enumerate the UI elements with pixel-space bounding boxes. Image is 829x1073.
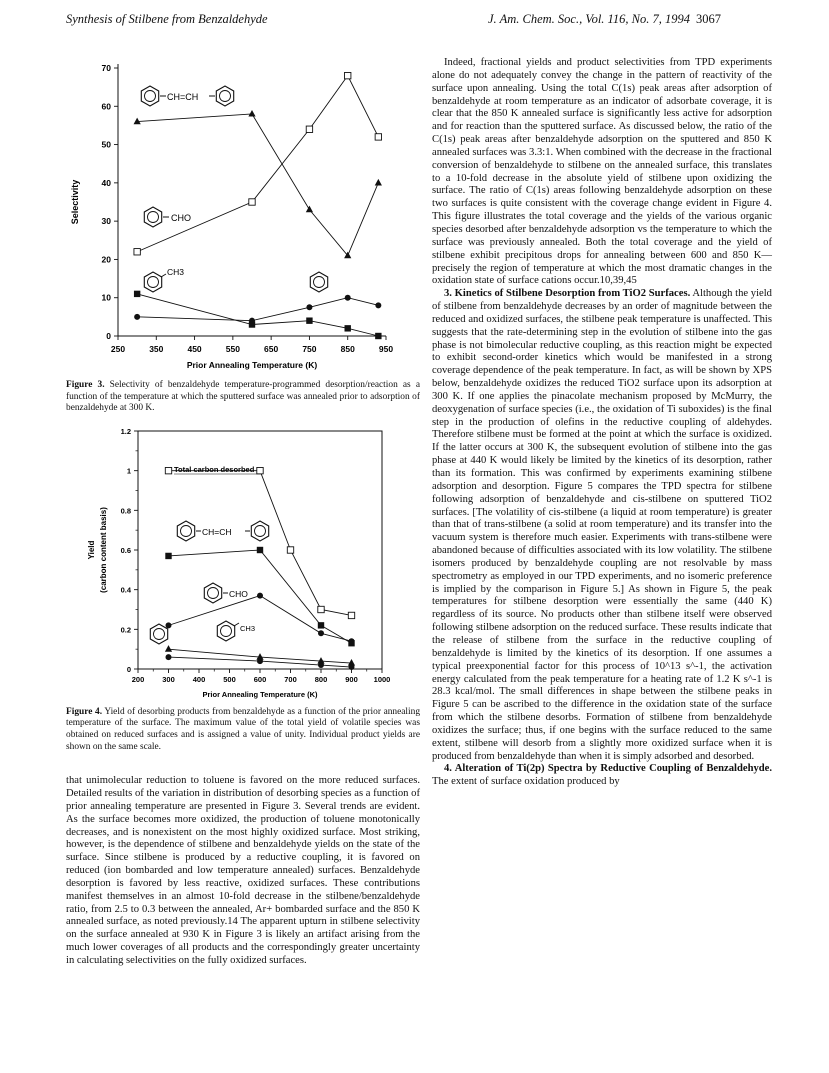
annotation-toluene: CH3 (167, 267, 185, 277)
data-point-minor (318, 662, 324, 668)
y-tick-label: 10 (101, 292, 111, 303)
section-3-text: Although the yield of stilbene from benzaldehyde decreases by an order of magnitude between the reduced and oxidized surfaces, the stilbene peak temperature is unaffected. This suggests that the rate-determining step in the evolution of stilbene into the gas phase is not bimolecular reductive coupling, as this reaction might be expected to exhibit second-order kinetics which would be manifested in a strong coverage dependence of the peak temperature. In fact, as will be shown by XPS below, benzaldehyde oxidizes the reduced TiO2 surface upon its adsorption at 300 K. If one applies the pinacolate mechanism proposed by McMurry, the deoxygenation of surface species (i.e., the oxidation of Ti suboxides) is the final step in the production of olefins in the reductive coupling of aldehydes. Therefore stilbene must be formed at the point at which the surface is oxidized. If the latter occurs at 300 K, the subsequent evolution of stilbene into the gas phase at 440 K would likely be limited by the kinetics of its desorption, rather than its formation. This was confirmed by experiments examining stilbene adsorption and desorption. Figure 5 compares the TPD spectra for stilbene following adsorption of benzaldehyde and cis-stilbene on sputtered TiO2 surfaces. [The volatility of cis-stilbene (a liquid at room temperature) is greater than that of trans-stilbene (a solid at room temperature) and its transfer into the vacuum system is therefore much easier. Experiments with trans-stilbene were abandoned because of difficulties associated with its low volatility. The stilbene isomers produced by benzaldehyde coupling are not resolvable by mass spectrometry as employed in our TPD experiments, and no isomeric preference is implied by the comparison in Figure 5.] As shown in Figure 5, the peak temperatures for stilbene desorption were essentially the same (440 K) regardless of its source. No products other than stilbene itself were observed following stilbene adsorption on the reduced surface. These results indicate that the release of stilbene from the surface in the reductive coupling of benzaldehyde is limited by the kinetics of its desorption. If one assumes a typical preexponential factor for this process of 10^13 s^-1, the activation energy calculated from the peak temperature for a heating rate of 1.2 K s^-1 is 28.3 kcal/mol. The small differences in shape between the stilbene peaks in Figure 5 can be ascribed to the difference in the oxidation state of the surface from which the stilbene desorbs. Formation of stilbene from benzaldehyde oxidizes the surface; thus, if one begins with the surface reduced to the same extent, stilbene will desorb from a slightly more oxidized surface when it is produced from benzaldehyde than when it is simply adsorbed and desorbed. (432, 288, 772, 762)
benzene-ring-icon-ring (221, 625, 232, 636)
section-4-text: The extent of surface oxidation produced by (432, 776, 620, 788)
y-axis-label-line2: (carbon content basis) (99, 506, 108, 593)
x-tick-label: 300 (162, 674, 175, 684)
x-tick-label: 200 (131, 674, 145, 684)
benzene-ring-icon (251, 521, 268, 541)
x-tick-label: 500 (223, 674, 236, 684)
x-tick-label: 800 (314, 674, 328, 684)
data-point-toluene-b (345, 295, 351, 301)
bond-line (161, 274, 166, 277)
figure-4-caption-label: Figure 4. (66, 706, 103, 717)
data-point-0 (287, 547, 293, 553)
data-point-benzaldehyde (318, 630, 324, 636)
x-tick-label: 350 (149, 344, 164, 354)
benzene-ring-icon-ring (148, 277, 159, 288)
y-tick-label: 0 (106, 331, 111, 341)
data-point-toluene-a (134, 291, 140, 297)
annotation-stilbene: CH=CH (167, 92, 199, 102)
data-point-benzaldehyde (375, 134, 381, 140)
y-axis-label: Selectivity (70, 179, 80, 225)
data-point-minor (166, 654, 172, 660)
data-point-0 (318, 606, 324, 612)
data-point-stilbene (248, 110, 255, 117)
y-axis-label-line1: Yield (87, 540, 96, 560)
data-point-toluene-b (375, 302, 381, 308)
series-line-toluene-a (137, 294, 378, 336)
left-paragraph: that unimolecular reduction to toluene is favored on the more reduced surfaces. Detailed results of the variation in distribution of desorbing species as a function of prior annealing temperature are presented in Figure 3. Several trends are evident. As the surface becomes more oxidized, the production of toluene monotonically decreases, and is nonexistent on the most highly oxidized surface. Most striking, however, is the dependence of stilbene and benzaldehyde yields on the state of the surface. Since stilbene is produced by a reductive coupling, it is favored on reduced (ion bombarded and low temperature annealed) surfaces. Benzaldehyde desorption is favored by less reactive, oxidized surfaces. These contributions manifest themselves in an almost 10-fold decrease in the stilbene/benzaldehyde ratio, from 2.5 to 0.3 between the annealed, Ar+ bombarded surface and the 850 K annealed surface, as noted previously.14 The apparent upturn in stilbene selectivity on the surface annealed at 930 K in Figure 3 is likely an artifact arising from the much lower coverages of all products and the correspondingly greater uncertainty in calculating selectivities on the fully oxidized surfaces. (66, 775, 420, 966)
data-point-benzaldehyde (134, 249, 140, 255)
benzene-ring-icon (150, 624, 167, 644)
benzene-ring-icon (204, 583, 221, 603)
y-tick-label: 0.6 (120, 545, 131, 555)
data-point-benzaldehyde (257, 592, 263, 598)
benzene-ring-icon (144, 272, 161, 292)
bond-line (234, 623, 239, 626)
figure-3-caption-label: Figure 3. (66, 380, 105, 390)
series-line-benzaldehyde (169, 595, 352, 641)
x-tick-label: 250 (110, 344, 126, 354)
x-tick-label: 450 (187, 344, 202, 354)
benzene-ring-icon-ring (145, 91, 156, 102)
data-point-0 (165, 467, 171, 473)
x-tick-label: 400 (192, 674, 206, 684)
figure-3-chart (66, 60, 420, 378)
figure-4-chart (66, 425, 420, 705)
benzene-ring-icon-ring (181, 525, 192, 536)
x-tick-label: 750 (302, 344, 317, 354)
y-tick-label: 20 (101, 254, 111, 265)
data-point-stilbene (318, 622, 324, 628)
x-tick-label: 550 (225, 344, 240, 354)
data-point-benzaldehyde (306, 126, 312, 132)
benzene-ring-icon (216, 86, 233, 106)
data-point-toluene-a (345, 325, 351, 331)
benzene-ring-icon (144, 207, 161, 227)
data-point-stilbene (306, 206, 313, 213)
data-point-toluene-b (306, 304, 312, 310)
x-tick-label: 600 (253, 674, 267, 684)
data-point-toluene-a (375, 333, 381, 339)
data-point-benzaldehyde (349, 638, 355, 644)
x-tick-label: 950 (378, 344, 394, 354)
running-header-title: Synthesis of Stilbene from Benzaldehyde (66, 12, 268, 26)
data-point-stilbene (375, 179, 382, 186)
section-3-heading: 3. Kinetics of Stilbene Desorption from TiO2 Surfaces. (444, 288, 691, 300)
data-point-minor (257, 658, 263, 664)
data-point-0 (257, 467, 263, 473)
section-4-heading: 4. Alteration of Ti(2p) Spectra by Reductive Coupling of Benzaldehyde. (444, 763, 772, 775)
figure-3-caption-text: Selectivity of benzaldehyde temperature-programmed desorption/reaction as a function of the temperature at which the sputtered surface was annealed prior to adsorption of benzaldehyde at 300 K. (66, 380, 420, 414)
data-point-toluene (165, 645, 172, 652)
data-point-toluene-a (306, 317, 312, 323)
y-tick-label: 1.2 (120, 426, 131, 436)
x-axis-label: Prior Annealing Temperature (K) (202, 689, 318, 699)
running-header-journal (488, 12, 721, 27)
data-point-benzaldehyde (345, 72, 351, 78)
figure-3-caption (66, 380, 420, 415)
series-line-stilbene (137, 114, 378, 256)
benzene-ring-icon (217, 621, 234, 641)
y-tick-label: 0 (126, 664, 131, 674)
left-column (66, 60, 420, 968)
annotation-total-carbon: Total carbon desorbed (174, 464, 255, 474)
benzene-ring-icon-ring (148, 212, 159, 223)
benzene-ring-icon (310, 272, 327, 292)
y-tick-label: 60 (101, 101, 111, 112)
benzene-ring-icon (177, 521, 194, 541)
data-point-benzaldehyde (249, 199, 255, 205)
y-tick-label: 30 (101, 216, 111, 227)
figure-4-caption-text: Yield of desorbing products from benzaldehyde as a function of the prior annealing temperature of the surface. The maximum value of the total yield of volatile species was obtained on reduced surfaces and is assigned a value of unity. Individual product yields are shown on the same scale. (66, 706, 421, 752)
x-tick-label: 850 (340, 344, 355, 354)
annotation-benzaldehyde: CHO (171, 213, 191, 223)
data-point-toluene-b (249, 318, 255, 324)
y-tick-label: 50 (101, 139, 111, 150)
annotation-benzaldehyde: CHO (229, 588, 248, 599)
series-line-benzaldehyde (137, 76, 378, 252)
x-tick-label: 900 (345, 674, 358, 684)
x-axis-label: Prior Annealing Temperature (K) (186, 360, 318, 370)
x-tick-label: 700 (284, 674, 297, 684)
right-column (432, 57, 772, 789)
y-tick-label: 0.2 (120, 625, 131, 635)
benzene-ring-icon-ring (154, 628, 165, 639)
left-body-text (66, 775, 420, 968)
benzene-ring-icon (141, 86, 158, 106)
benzene-ring-icon-ring (208, 587, 219, 598)
data-point-toluene-b (134, 314, 140, 320)
series-line-toluene-b (137, 298, 378, 321)
annotation-toluene: CH3 (240, 623, 256, 633)
benzene-ring-icon-ring (314, 277, 325, 288)
data-point-stilbene (257, 547, 263, 553)
data-point-0 (348, 612, 354, 618)
data-point-minor (349, 664, 355, 670)
annotation-stilbene: CH=CH (202, 526, 232, 537)
section-3 (432, 288, 772, 763)
journal-citation: J. Am. Chem. Soc., Vol. 116, No. 7, 1994 (488, 12, 690, 26)
figure-4-caption (66, 707, 420, 753)
benzene-ring-icon-ring (220, 91, 231, 102)
section-4 (432, 763, 772, 789)
y-tick-label: 0.8 (120, 506, 131, 516)
data-point-benzaldehyde (166, 622, 172, 628)
data-point-stilbene (165, 553, 171, 559)
x-tick-label: 650 (264, 344, 279, 354)
data-point-stilbene (134, 118, 141, 125)
y-tick-label: 70 (101, 63, 111, 73)
page-number: 3067 (695, 12, 721, 26)
x-tick-label: 1000 (373, 674, 391, 684)
y-tick-label: 0.4 (120, 585, 131, 595)
right-paragraph-1: Indeed, fractional yields and product selectivities from TPD experiments alone do not adequately convey the change in the pattern of reactivity of the surface upon annealing. Using the total C(1s) peak areas after adsorption of benzaldehyde at room temperature as an indicator of adsorbate coverage, it is clear that the 850 K annealed surface is significantly less active for adsorption and for reaction than the sputtered surface. As discussed below, the ratio of the C(1s) peak areas after benzaldehyde adsorption on the sputtered and 850 K annealed surfaces was 3.3:1. When combined with the decrease in the fractional conversion of benzaldehyde to stilbene on the annealed surface, this translates to a 10-fold decrease in the absolute yield of stilbene upon oxidizing the surface. The ratio of C(1s) areas following benzaldehyde adsorption on these two surfaces is quite consistent with the coverage change evident in Figure 4. This figure illustrates the total coverage and the yields of the various organic species desorbed after benzaldehyde adsorption vs the temperature to which the surface was previously annealed. Both the total coverage and the yield of stilbene exhibit precipitous drops for annealing between 600 and 850 K—precisely the region of temperature at which the most dramatic changes in the oxidation state of surface cations occur.10,39,45 (432, 57, 772, 287)
y-tick-label: 1 (126, 466, 131, 476)
benzene-ring-icon-ring (255, 525, 266, 536)
y-tick-label: 40 (101, 177, 111, 188)
